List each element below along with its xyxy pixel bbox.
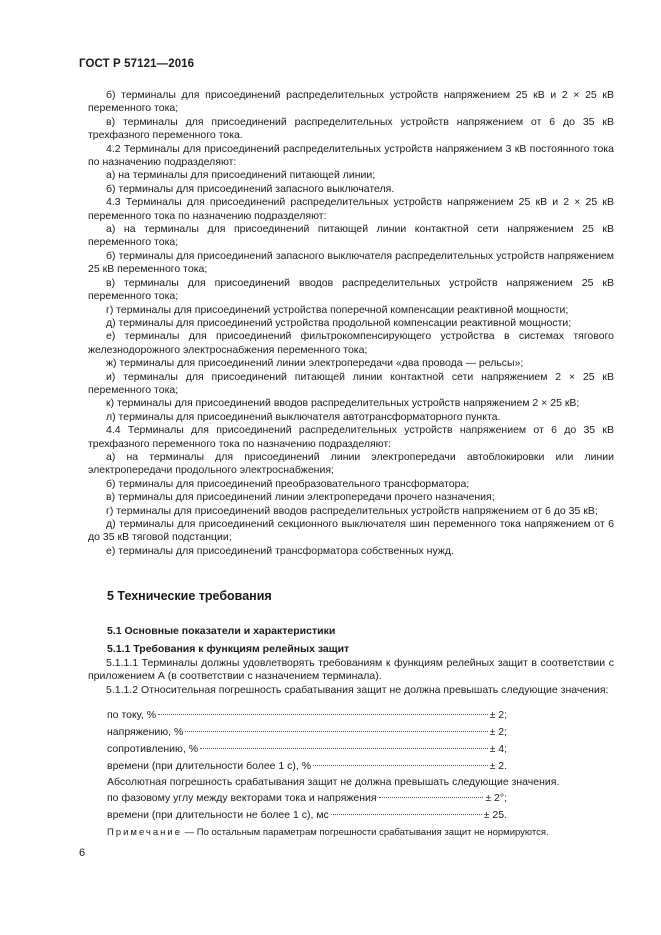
- absolute-error-intro: Абсолютная погрешность срабатывания защит не должна превышать следующие значения.: [107, 776, 560, 788]
- paragraph: б) терминалы для присоединений запасного выключателя распределительных устройств напряжением 25 кВ переменного тока;: [88, 249, 614, 276]
- item-label: сопротивлению, %: [107, 743, 199, 755]
- paragraph: б) терминалы для присоединений преобразовательного трансформатора;: [106, 477, 470, 490]
- paragraph: г) терминалы для присоединений устройства поперечной компенсации реактивной мощности;: [106, 303, 569, 316]
- paragraph: д) терминалы для присоединений устройства продольной компенсации реактивной мощности;: [106, 316, 572, 329]
- paragraph: а) на терминалы для присоединений питающей линии;: [106, 169, 376, 182]
- document-header: ГОСТ Р 57121—2016: [79, 58, 195, 70]
- page-number: 6: [79, 847, 86, 859]
- paragraph: а) на терминалы для присоединений линии электропередачи автоблокировки или линии электропередачи продольного электроснабжения;: [88, 450, 614, 477]
- item-value: ± 2.: [489, 760, 507, 772]
- absolute-error-list: [107, 792, 507, 826]
- item-value: ± 2°;: [485, 792, 507, 804]
- section-title: 5 Технические требования: [107, 589, 272, 603]
- dot-leader: [313, 765, 487, 766]
- paragraph: 4.3 Терминалы для присоединений распределительных устройств напряжением 25 кВ и 2 × 25 кВ переменного тока по назначению подразделяют:: [88, 196, 614, 222]
- item-label: времени (при длительности более 1 с), %: [107, 760, 312, 772]
- requirements-text: [88, 657, 614, 697]
- paragraph: в) терминалы для присоединений линии электропередачи прочего назначения;: [106, 491, 495, 504]
- note: [107, 827, 549, 838]
- item-label: по току, %: [107, 709, 157, 721]
- list-item: [107, 792, 507, 809]
- paragraph: к) терминалы для присоединений вводов распределительных устройств напряжением 2 × 25 кВ;: [106, 397, 580, 410]
- dot-leader: [185, 731, 487, 732]
- paragraph: в) терминалы для присоединений распределительных устройств напряжением от 6 до 35 кВ трехфазного переменного тока.: [88, 115, 614, 142]
- item-label: времени (при длительности не более 1 с), мс: [107, 809, 329, 821]
- item-value: ± 2;: [489, 726, 507, 738]
- classification-text: [88, 89, 614, 558]
- paragraph: в) терминалы для присоединений вводов распределительных устройств напряжением 25 кВ переменного тока;: [88, 276, 614, 303]
- list-item: [107, 743, 507, 760]
- paragraph: л) терминалы для присоединений выключателя автотрансформаторного пункта.: [106, 410, 501, 423]
- item-value: ± 2;: [489, 709, 507, 721]
- paragraph: а) на терминалы для присоединений питающей линии контактной сети напряжением 25 кВ переменного тока;: [88, 223, 614, 249]
- paragraph: е) терминалы для присоединений фильтрокомпенсирующего устройства в системах тягового железнодорожного электроснабжения переменного тока;: [88, 330, 614, 356]
- paragraph: б) терминалы для присоединений запасного выключателя.: [106, 182, 395, 195]
- list-item: [107, 760, 507, 777]
- dot-leader: [158, 714, 488, 715]
- paragraph: г) терминалы для присоединений вводов распределительных устройств напряжением от 6 до 35 кВ;: [106, 504, 598, 517]
- paragraph: е) терминалы для присоединений трансформатора собственных нужд.: [106, 544, 454, 557]
- dot-leader: [379, 797, 484, 798]
- item-label: напряжению, %: [107, 726, 184, 738]
- subsection-heading: 5.1.1 Требования к функциям релейных защит: [107, 643, 350, 655]
- list-item: [107, 709, 507, 726]
- paragraph: 4.2 Терминалы для присоединений распределительных устройств напряжением 3 кВ постоянного тока по назначению подразделяют:: [88, 142, 614, 169]
- paragraph: 4.4 Терминалы для присоединений распределительных устройств напряжением от 6 до 35 кВ трехфазного переменного тока по назначению подразделяют:: [88, 424, 614, 450]
- paragraph: 5.1.1.1 Терминалы должны удовлетворять требованиям к функциям релейных защит в соответствии с приложением А (в соответствии с назначением терминала).: [88, 657, 614, 683]
- dot-leader: [200, 748, 488, 749]
- item-value: ± 25.: [483, 809, 507, 821]
- list-item: [107, 726, 507, 743]
- paragraph: 5.1.1.2 Относительная погрешность срабатывания защит не должна превышать следующие значения:: [106, 683, 609, 696]
- paragraph: и) терминалы для присоединений питающей линии контактной сети напряжением 2 × 25 кВ переменного тока;: [88, 370, 614, 396]
- dot-leader: [331, 814, 482, 815]
- note-label: Примечание: [107, 827, 182, 838]
- paragraph: д) терминалы для присоединений секционного выключателя шин переменного тока напряжением от 6 до 35 кВ тяговой подстанции;: [88, 518, 614, 544]
- relative-error-list: [107, 709, 507, 777]
- paragraph: б) терминалы для присоединений распределительных устройств напряжением 25 кВ и 2 × 25 кВ переменного тока;: [88, 89, 614, 115]
- paragraph: ж) терминалы для присоединений линии электропередачи «два провода — рельсы»;: [106, 357, 524, 370]
- note-text: — По остальным параметрам погрешности срабатывания защит не нормируются.: [182, 827, 549, 838]
- item-label: по фазовому углу между векторами тока и напряжения: [107, 792, 377, 804]
- list-item: [107, 809, 507, 826]
- item-value: ± 4;: [489, 743, 507, 755]
- subsection-heading: 5.1 Основные показатели и характеристики: [107, 625, 336, 637]
